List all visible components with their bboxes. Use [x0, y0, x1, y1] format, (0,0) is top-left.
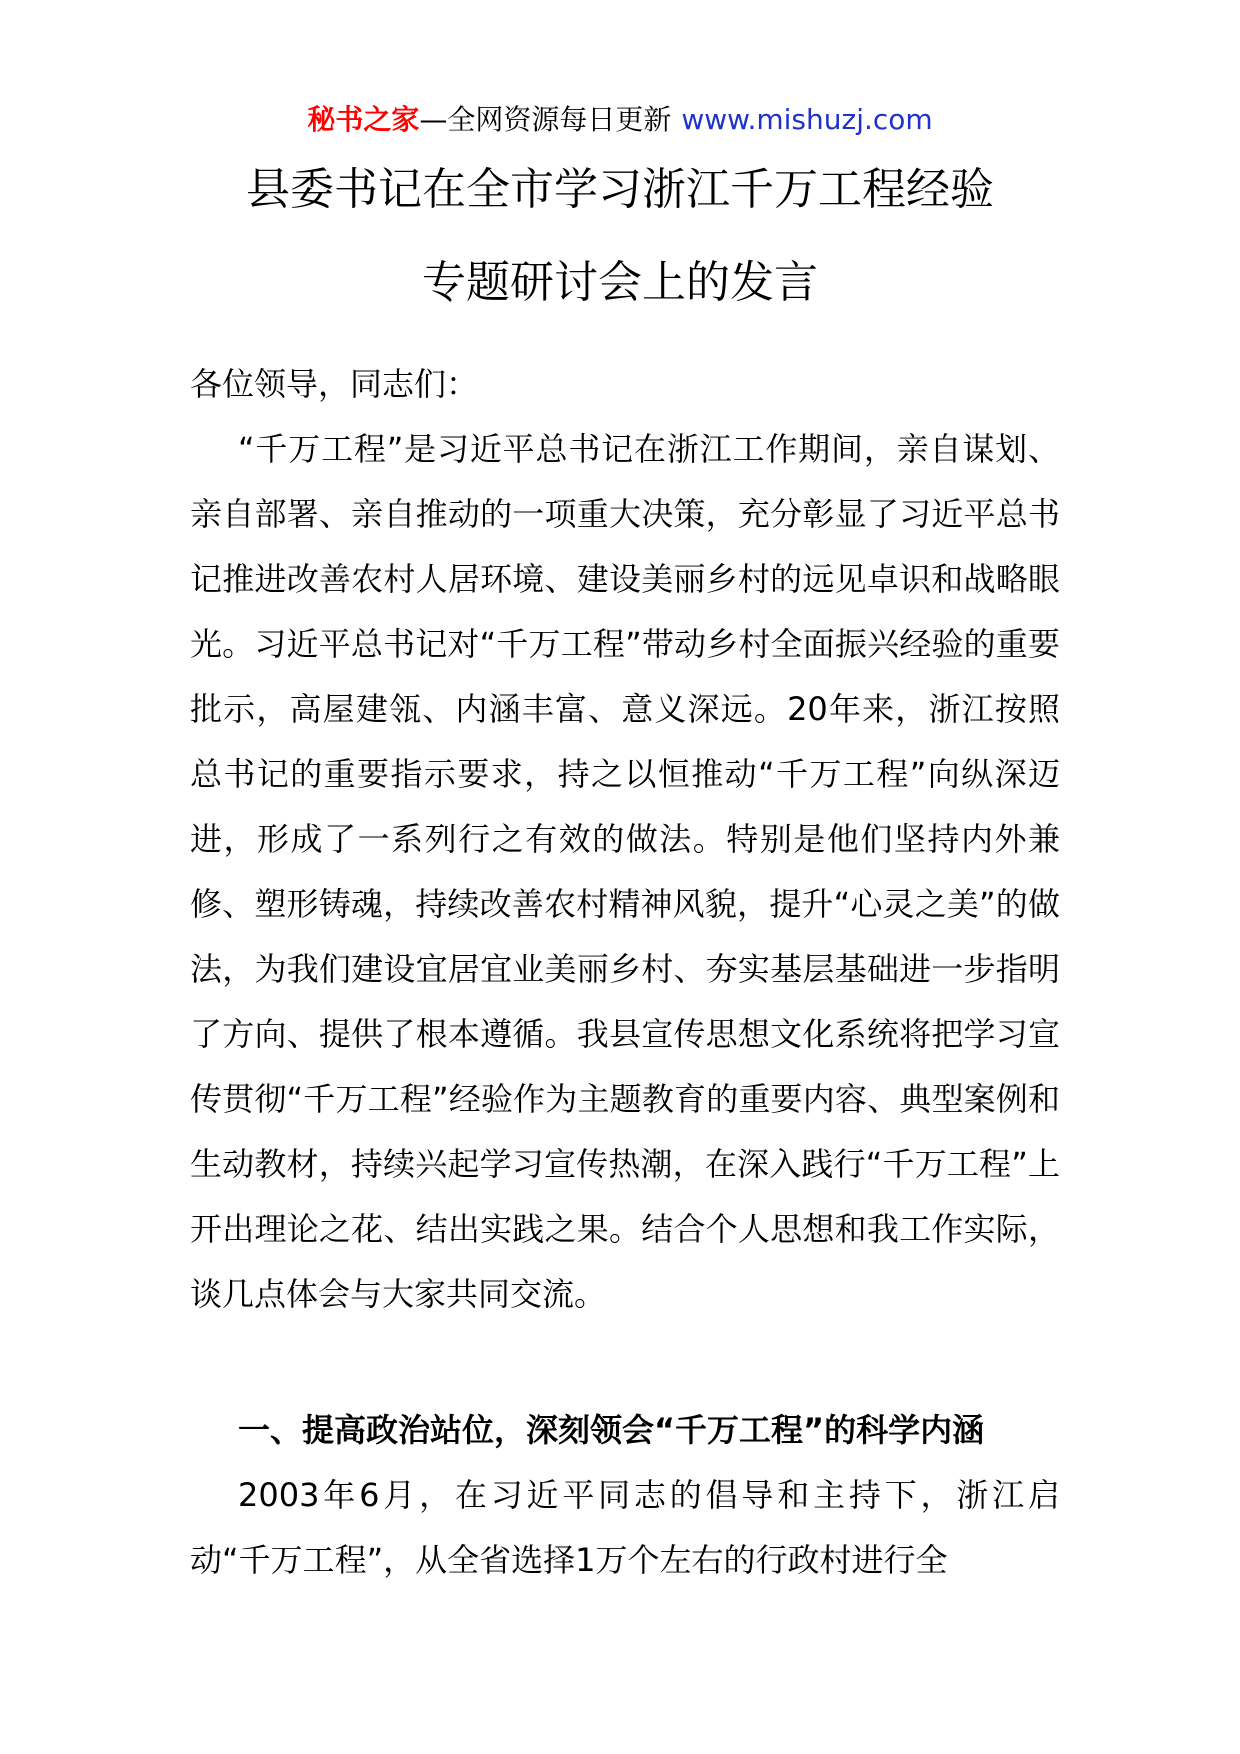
section-heading-1: 一、提高政治站位，深刻领会“千万工程”的科学内涵: [238, 1411, 985, 1449]
brand-name: 秘书之家: [307, 103, 420, 136]
site-url-link[interactable]: www.mishuzj.com: [681, 103, 933, 136]
greeting: 各位领导，同志们：: [190, 365, 479, 403]
document-title-line-2: 专题研讨会上的发言: [422, 257, 818, 308]
body-paragraph-2: 2003年6月，在习近平同志的倡导和主持下，浙江启动“千万工程”，从全省选择1万个左右的行政村进行全: [190, 1476, 1060, 1579]
header-tagline: —全网资源每日更新: [419, 103, 672, 136]
site-header: [0, 100, 1240, 140]
document-title-line-1: 县委书记在全市学习浙江千万工程经验: [246, 164, 994, 215]
body-paragraph-1: “千万工程”是习近平总书记在浙江工作期间，亲自谋划、亲自部署、亲自推动的一项重大决策，充分彰显了习近平总书记推进改善农村人居环境、建设美丽乡村的远见卓识和战略眼光。习近平总书记对“千万工程”带动乡村全面振兴经验的重要批示，高屋建瓴、内涵丰富、意义深远。20年来，浙江按照总书记的重要指示要求，持之以恒推动“千万工程”向纵深迈进，形成了一系列行之有效的做法。特别是他们坚持内外兼修、塑形铸魂，持续改善农村精神风貌，提升“心灵之美”的做法，为我们建设宜居宜业美丽乡村、夯实基层基础进一步指明了方向、提供了根本遵循。我县宣传思想文化系统将把学习宣传贯彻“千万工程”经验作为主题教育的重要内容、典型案例和生动教材，持续兴起学习宣传热潮，在深入践行“千万工程”上开出理论之花、结出实践之果。结合个人思想和我工作实际，谈几点体会与大家共同交流。: [190, 430, 1060, 1313]
